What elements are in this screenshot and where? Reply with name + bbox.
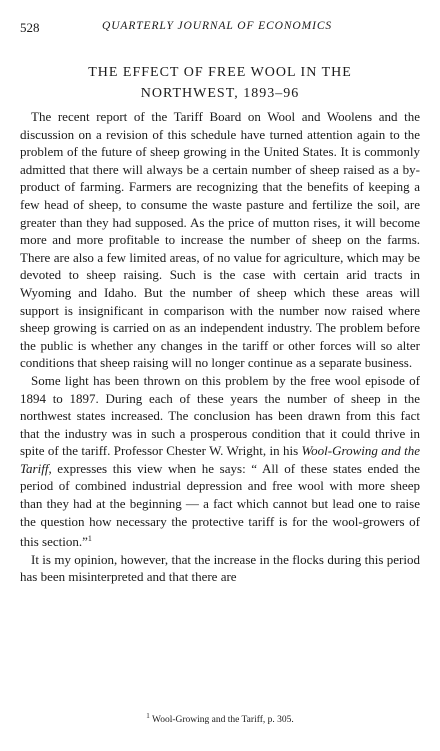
article-title <box>20 62 420 104</box>
page-header <box>20 20 420 38</box>
page-number: 528 <box>20 20 40 35</box>
article-body <box>20 108 420 586</box>
running-head: QUARTERLY JOURNAL OF ECONOMICS <box>102 20 333 32</box>
footnote <box>0 712 440 725</box>
paragraph-3: It is my opinion, however, that the increase in the flocks during this period has been misinterpreted and that there are <box>20 551 420 585</box>
paragraph-2 <box>20 372 420 551</box>
footnote-reference[interactable]: 1 <box>87 534 92 544</box>
footnote-text: Wool-Growing and the Tariff, p. 305. <box>151 715 294 725</box>
paragraph-2-text-a: Some light has been thrown on this problem by the free wool episode of 1894 to 1897. During each of these years the number of sheep in the northwest states increased. The conclusion has been drawn from this fact that the industry was in such a prosperous condition that it could thrive in spite of the tariff. Professor Chester W. Wright, in his <box>20 372 420 459</box>
title-line-2: NORTHWEST, 1893–96 <box>140 86 300 101</box>
title-line-1: THE EFFECT OF FREE WOOL IN THE <box>88 65 352 80</box>
footnote-marker: 1 <box>146 712 150 720</box>
paragraph-1: The recent report of the Tariff Board on Wool and Woolens and the discussion on a revision of this schedule have turned attention again to the problem of the future of sheep growing in the United States. It is commonly admitted that there will always be a certain number of sheep raised as a by-product of farming. Farmers are recognizing that the benefits of keeping a few head of sheep, to consume the waste pasture and fertilize the soil, are greater than they had supposed. As the price of mutton rises, it will become more and more profitable to increase the number of sheep on the farms. There are also a few limited areas, of no value for agriculture, which may be devoted to sheep raising. Such is the case with certain arid tracts in Wyoming and Idaho. But the number of sheep which these areas will support is insignificant in comparison with the number now raised where sheep growing is carried on as an independent industry. The problem before the public is whether any changes in the tariff or other forces will so alter conditions that sheep raising will no longer continue as a separate business. <box>20 109 420 371</box>
paragraph-2-text-b: , expresses this view when he says: “ All of these states ended the period of combined industrial depression and free wool with more sheep than they had at the beginning — a fact which cannot but lead one to raise the question how necessary the protective tariff is for the wool-growers of this section.” <box>20 460 420 550</box>
book-title: Wool-Growing and the Tariff <box>20 443 420 476</box>
